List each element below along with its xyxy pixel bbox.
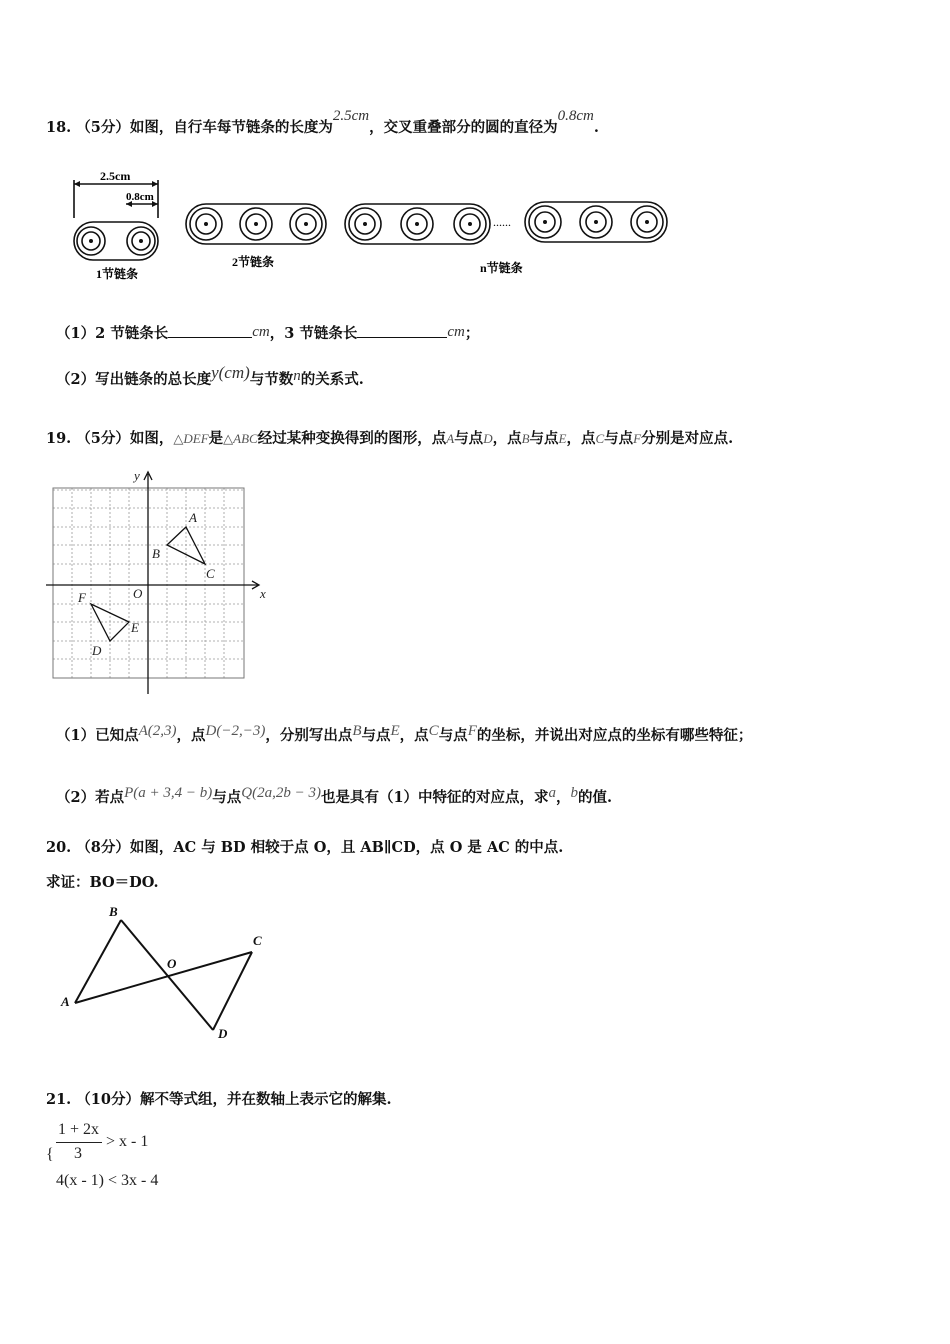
point-label-c: C — [206, 566, 215, 581]
q21-stem: 21. （10分）解不等式组，并在数轴上表示它的解集. — [46, 1091, 392, 1108]
q19-part1: （1）已知点A(2,3)，点D(−2,−3)，分别写出点B与点E，点C与点F的坐标，并说出对应点的坐标有哪些特征； — [56, 723, 753, 744]
q18-chain-figure — [60, 160, 680, 290]
label-b: B — [109, 904, 118, 919]
system-brace: { — [46, 1146, 54, 1163]
chain-n-label: n节链条 — [480, 261, 523, 275]
q20-figure — [55, 900, 275, 1045]
segment-ac — [75, 952, 252, 1003]
axis-label-x: x — [260, 586, 266, 601]
segment-ab — [75, 920, 121, 1003]
segment-bd — [121, 920, 213, 1030]
point-label-d: D — [92, 643, 102, 658]
frac-denominator: 3 — [74, 1145, 82, 1162]
ineq1-rhs: > x - 1 — [106, 1133, 149, 1150]
q20-proof-goal: 求证：BO＝DO. — [46, 874, 159, 891]
point-label-e: E — [131, 620, 139, 635]
label-d: D — [218, 1026, 228, 1041]
frac-bar — [56, 1142, 102, 1143]
label-a: A — [61, 994, 70, 1009]
q18-blank-2-links[interactable] — [168, 323, 252, 338]
label-o: O — [167, 956, 177, 971]
q19-stem: 19. （5分）如图，△DEF是△ABC经过某种变换得到的图形，点A与点D，点B与点E，点C与点F分别是对应点. — [46, 430, 734, 447]
chain-1-label: 1节链条 — [96, 267, 139, 281]
q18-diameter-value: 0.8cm — [557, 108, 594, 124]
segment-cd — [213, 952, 252, 1030]
dim-length-label: 2.5cm — [100, 169, 131, 183]
point-label-b: B — [152, 546, 160, 561]
axis-label-y: y — [134, 468, 140, 483]
q19-coordinate-grid — [40, 468, 270, 698]
q18-part2: （2）写出链条的总长度y(cm)与节数n的关系式. — [56, 363, 364, 388]
q20-stem: 20. （8分）如图，AC 与 BD 相较于点 O，且 AB∥CD，点 O 是 AC 的中点. — [46, 839, 564, 856]
point-label-a: A — [189, 510, 197, 525]
dim-diameter-label: 0.8cm — [126, 191, 154, 203]
chain-2-label: 2节链条 — [232, 255, 275, 269]
origin-label: O — [133, 586, 143, 601]
chain-ellipsis: ...... — [493, 215, 511, 229]
q18-blank-3-links[interactable] — [357, 323, 447, 338]
point-label-f: F — [78, 590, 86, 605]
q18-stem: 18. （5分）如图，自行车每节链条的长度为2.5cm，交叉重叠部分的圆的直径为0.8cm. — [46, 108, 599, 136]
frac-numerator: 1 + 2x — [58, 1121, 100, 1138]
q18-part1: （1）2 节链条长 cm，3 节链条长 cm； — [56, 324, 480, 342]
q19-part2: （2）若点P(a + 3,4 − b)与点Q(2a,2b − 3)也是具有（1）中特征的对应点，求a，b的值. — [56, 785, 613, 806]
ineq2: 4(x - 1) < 3x - 4 — [56, 1172, 159, 1189]
q18-length-value: 2.5cm — [332, 108, 370, 124]
label-c: C — [253, 933, 262, 948]
